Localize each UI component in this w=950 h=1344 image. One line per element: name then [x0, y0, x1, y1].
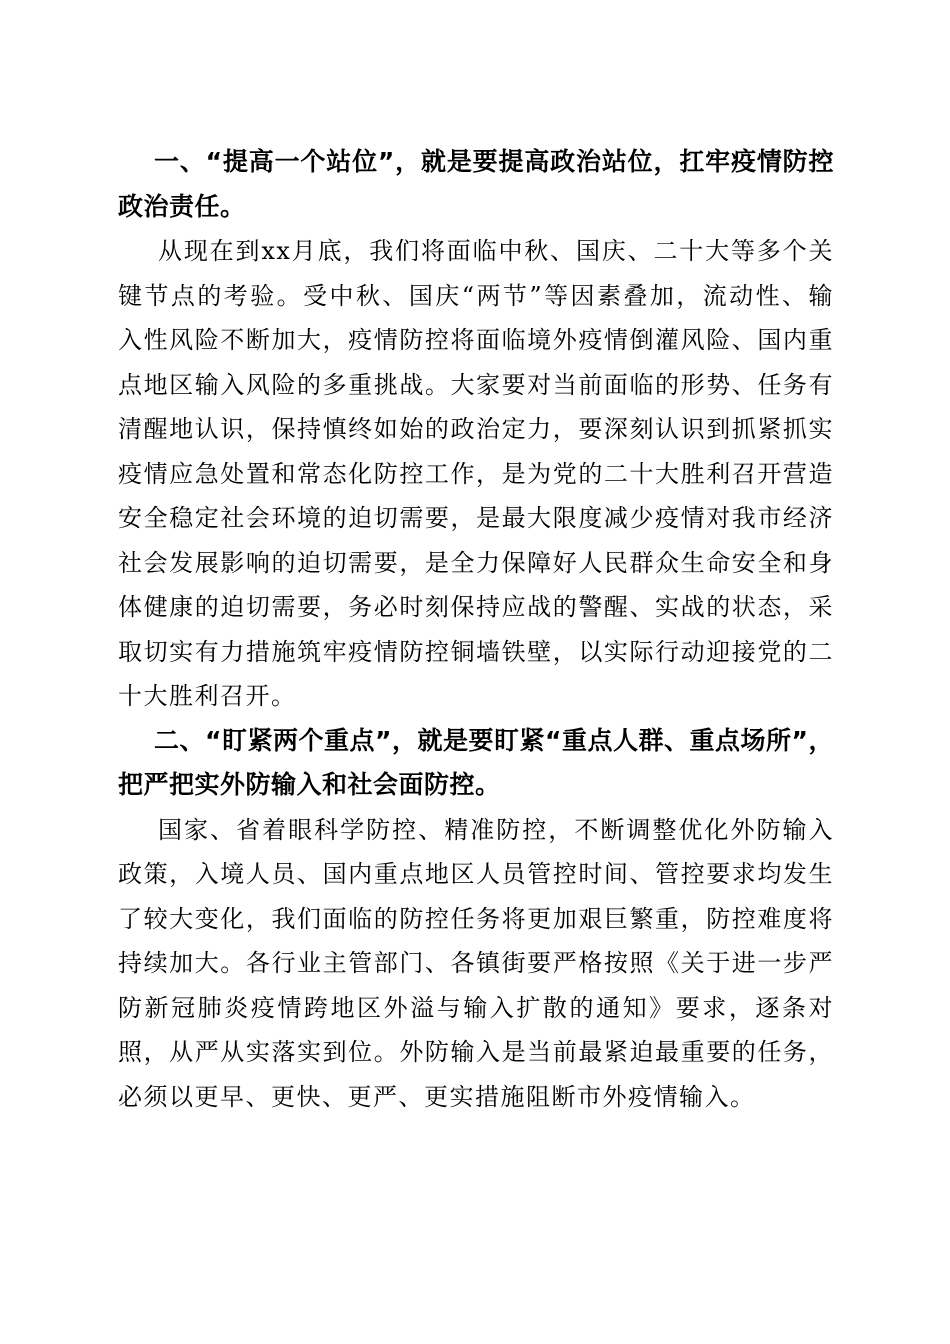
document-body	[118, 140, 834, 1119]
section-2-paragraph: 国家、省着眼科学防控、精准防控，不断调整优化外防输入政策，入境人员、国内重点地区人员管控时间、管控要求均发生了较大变化，我们面临的防控任务将更加艰巨繁重，防控难度将持续加大。各行业主管部门、各镇街要严格按照《关于进一步严防新冠肺炎疫情跨地区外溢与输入扩散的通知》要求，逐条对照，从严从实落实到位。外防输入是当前最紧迫最重要的任务，必须以更早、更快、更严、更实措施阻断市外疫情输入。	[118, 815, 834, 1111]
section-2-heading: 二、“盯紧两个重点”，就是要盯紧“重点人群、重点场所”，把严把实外防输入和社会面防控。	[118, 725, 834, 799]
section-1-paragraph: 从现在到xx月底，我们将面临中秋、国庆、二十大等多个关键节点的考验。受中秋、国庆“两节”等因素叠加，流动性、输入性风险不断加大，疫情防控将面临境外疫情倒灌风险、国内重点地区输入风险的多重挑战。大家要对当前面临的形势、任务有清醒地认识，保持慎终如始的政治定力，要深刻认识到抓紧抓实疫情应急处置和常态化防控工作，是为党的二十大胜利召开营造安全稳定社会环境的迫切需要，是最大限度减少疫情对我市经济社会发展影响的迫切需要，是全力保障好人民群众生命安全和身体健康的迫切需要，务必时刻保持应战的警醒、实战的状态，采取切实有力措施筑牢疫情防控铜墙铁壁，以实际行动迎接党的二十大胜利召开。	[118, 237, 834, 710]
section-1-heading: 一、“提高一个站位”，就是要提高政治站位，扛牢疫情防控政治责任。	[118, 147, 834, 221]
